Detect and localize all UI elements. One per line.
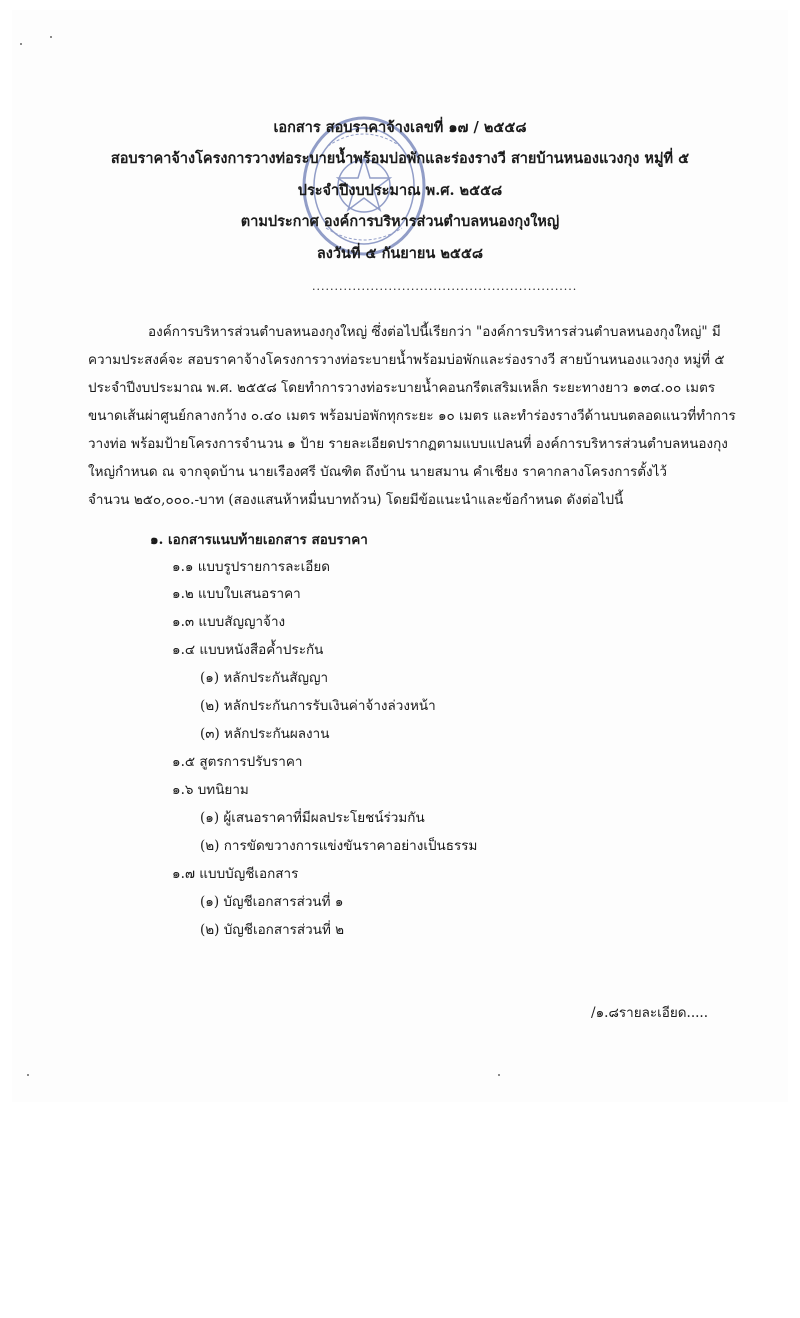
scan-speck (50, 36, 52, 38)
body-line: ความประสงค์จะ สอบราคาจ้างโครงการวางท่อระบายน้ำพร้อมบ่อพักและร่องรางวี สายบ้านหนองแวงกุง หมู่ที่ ๕ (88, 352, 725, 368)
doc-number-heading: เอกสาร สอบราคาจ้างเลขที่ ๑๗ / ๒๕๕๘ (273, 119, 527, 136)
list-item: ๑.๑ แบบรูปรายการละเอียด (172, 559, 331, 575)
continuation-note: /๑.๘รายละเอียด..... (591, 1005, 708, 1021)
body-line: องค์การบริหารส่วนตำบลหนองกุงใหญ่ ซึ่งต่อไปนี้เรียกว่า "องค์การบริหารส่วนตำบลหนองกุงใหญ่" มี (148, 324, 721, 340)
body-line: ขนาดเส้นผ่าศูนย์กลางกว้าง ๐.๔๐ เมตร พร้อมบ่อพักทุกระยะ ๑๐ เมตร และทำร่องรางวีด้านบนตลอดแนวที่ทำการ (88, 408, 736, 424)
body-line: จำนวน ๒๕๐,๐๐๐.-บาท (สองแสนห้าหมื่นบาทถ้วน) โดยมีข้อแนะนำและข้อกำหนด ดังต่อไปนี้ (88, 492, 624, 508)
list-item: ๑.๖ บทนิยาม (172, 782, 249, 798)
list-subitem: (๒) การขัดขวางการแข่งขันราคาอย่างเป็นธรรม (200, 838, 478, 854)
scan-speck (498, 1074, 500, 1076)
list-subitem: (๒) บัญชีเอกสารส่วนที่ ๒ (200, 922, 345, 938)
list-subitem: (๑) ผู้เสนอราคาที่มีผลประโยชน์ร่วมกัน (200, 810, 425, 826)
announcement-heading: ตามประกาศ องค์การบริหารส่วนตำบลหนองกุงใหญ่ (240, 213, 560, 230)
list-item: ๑.๓ แบบสัญญาจ้าง (172, 614, 286, 630)
list-item: ๑.๗ แบบบัญชีเอกสาร (172, 866, 299, 882)
dotted-separator: ........................................................... (312, 280, 578, 293)
scan-speck (20, 43, 22, 45)
list-item: ๑.๒ แบบใบเสนอราคา (172, 586, 301, 602)
list-subitem: (๑) บัญชีเอกสารส่วนที่ ๑ (200, 894, 344, 910)
date-heading: ลงวันที่ ๕ กันยายน ๒๕๕๘ (316, 245, 484, 262)
body-line: ประจำปีงบประมาณ พ.ศ. ๒๕๕๘ โดยทำการวางท่อระบายน้ำคอนกรีตเสริมเหล็ก ระยะทางยาว ๑๓๔.๐๐ เมตร (88, 380, 716, 396)
scan-speck (27, 1074, 29, 1076)
list-subitem: (๒) หลักประกันการรับเงินค่าจ้างล่วงหน้า (200, 698, 436, 714)
list-subitem: (๓) หลักประกันผลงาน (200, 726, 330, 742)
fiscal-year-heading: ประจำปีงบประมาณ พ.ศ. ๒๕๕๘ (297, 182, 503, 199)
body-line: ใหญ่กำหนด ณ จากจุดบ้าน นายเรืองศรี บัณฑิต ถึงบ้าน นายสมาน คำเชียง ราคากลางโครงการตั้งไว้ (88, 464, 668, 480)
list-subitem: (๑) หลักประกันสัญญา (200, 670, 329, 686)
list-item: ๑.๔ แบบหนังสือค้ำประกัน (172, 642, 324, 658)
list-item: ๑.๕ สูตรการปรับราคา (172, 754, 303, 770)
project-title-heading: สอบราคาจ้างโครงการวางท่อระบายน้ำพร้อมบ่อพักและร่องรางวี สายบ้านหนองแวงกุง หมู่ที่ ๕ (110, 150, 690, 167)
body-line: วางท่อ พร้อมป้ายโครงการจำนวน ๑ ป้าย รายละเอียดปรากฏตามแบบแปลนที่ องค์การบริหารส่วนตำบลหนองกุง (88, 436, 728, 452)
section-title: ๑. เอกสารแนบท้ายเอกสาร สอบราคา (150, 532, 368, 548)
